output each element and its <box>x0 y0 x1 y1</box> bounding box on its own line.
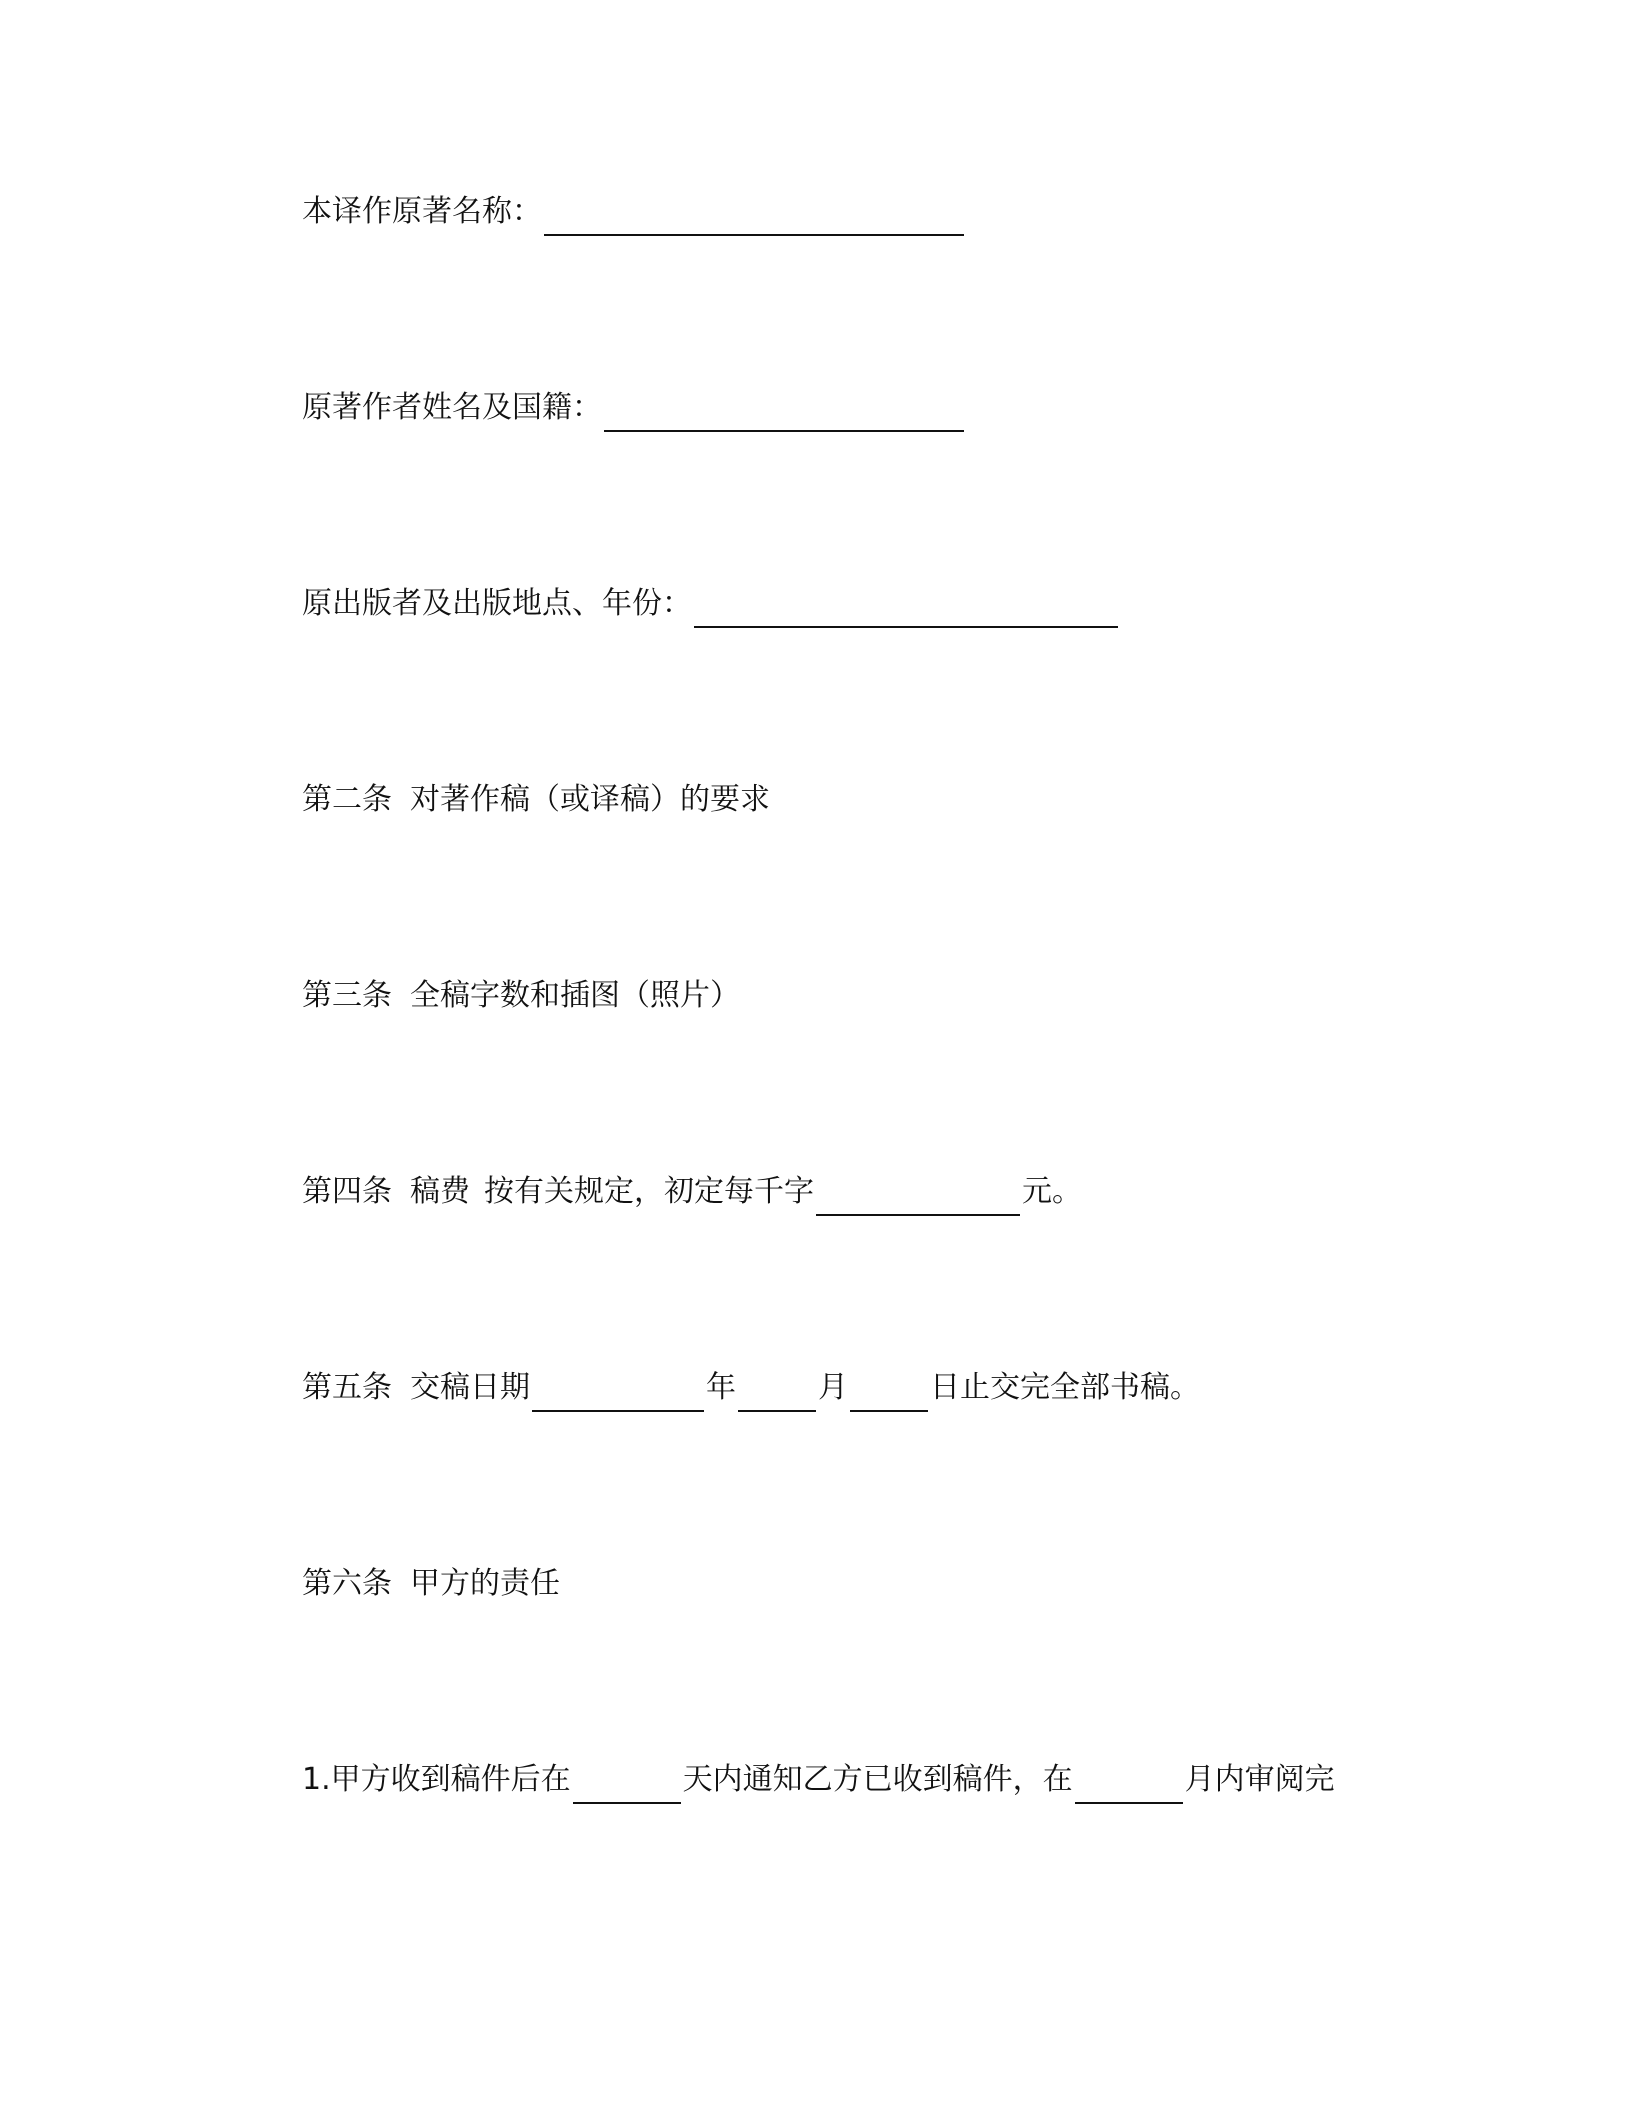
original-publisher-label: 原出版者及出版地点、年份： <box>302 586 692 621</box>
year-label: 年 <box>706 1370 736 1405</box>
original-author-line <box>302 388 966 428</box>
article-4-number: 第四条 <box>302 1174 392 1209</box>
article-5-text: 交稿日期 <box>410 1370 530 1405</box>
original-author-label: 原著作者姓名及国籍： <box>302 390 602 425</box>
article-6-number: 第六条 <box>302 1566 392 1601</box>
review-months-blank[interactable] <box>1075 1770 1183 1804</box>
article-2-number: 第二条 <box>302 782 392 817</box>
original-title-label: 本译作原著名称： <box>302 194 542 229</box>
deadline-year-blank[interactable] <box>532 1378 704 1412</box>
article-5-tail: 日止交完全部书稿。 <box>930 1370 1200 1405</box>
fee-per-thousand-blank[interactable] <box>816 1182 1020 1216</box>
article-4-title: 稿费 <box>410 1174 470 1209</box>
original-author-blank[interactable] <box>604 398 964 432</box>
original-title-line <box>302 192 966 232</box>
article-4-text: 按有关规定，初定每千字 <box>484 1174 814 1209</box>
article-3-line <box>302 976 740 1016</box>
article-2-text: 对著作稿（或译稿）的要求 <box>410 782 770 817</box>
article-6-text: 甲方的责任 <box>410 1566 560 1601</box>
clause-6-1-text-c: 月内审阅完 <box>1184 1762 1335 1797</box>
article-6-line <box>302 1564 560 1604</box>
clause-6-1-text-b: 天内通知乙方已收到稿件，在 <box>682 1762 1073 1797</box>
article-4-unit: 元。 <box>1022 1174 1082 1209</box>
clause-6-1-text-a: 1.甲方收到稿件后在 <box>302 1762 571 1797</box>
deadline-month-blank[interactable] <box>738 1378 816 1412</box>
article-3-text: 全稿字数和插图（照片） <box>410 978 740 1013</box>
original-title-blank[interactable] <box>544 202 964 236</box>
original-publisher-blank[interactable] <box>694 594 1118 628</box>
article-3-number: 第三条 <box>302 978 392 1013</box>
notify-days-blank[interactable] <box>573 1770 681 1804</box>
month-label: 月 <box>818 1370 848 1405</box>
article-5-line <box>302 1368 1200 1408</box>
article-2-line <box>302 780 770 820</box>
clause-6-1-line <box>302 1760 1335 1800</box>
original-publisher-line <box>302 584 1120 624</box>
article-5-number: 第五条 <box>302 1370 392 1405</box>
article-4-line <box>302 1172 1082 1212</box>
deadline-day-blank[interactable] <box>850 1378 928 1412</box>
